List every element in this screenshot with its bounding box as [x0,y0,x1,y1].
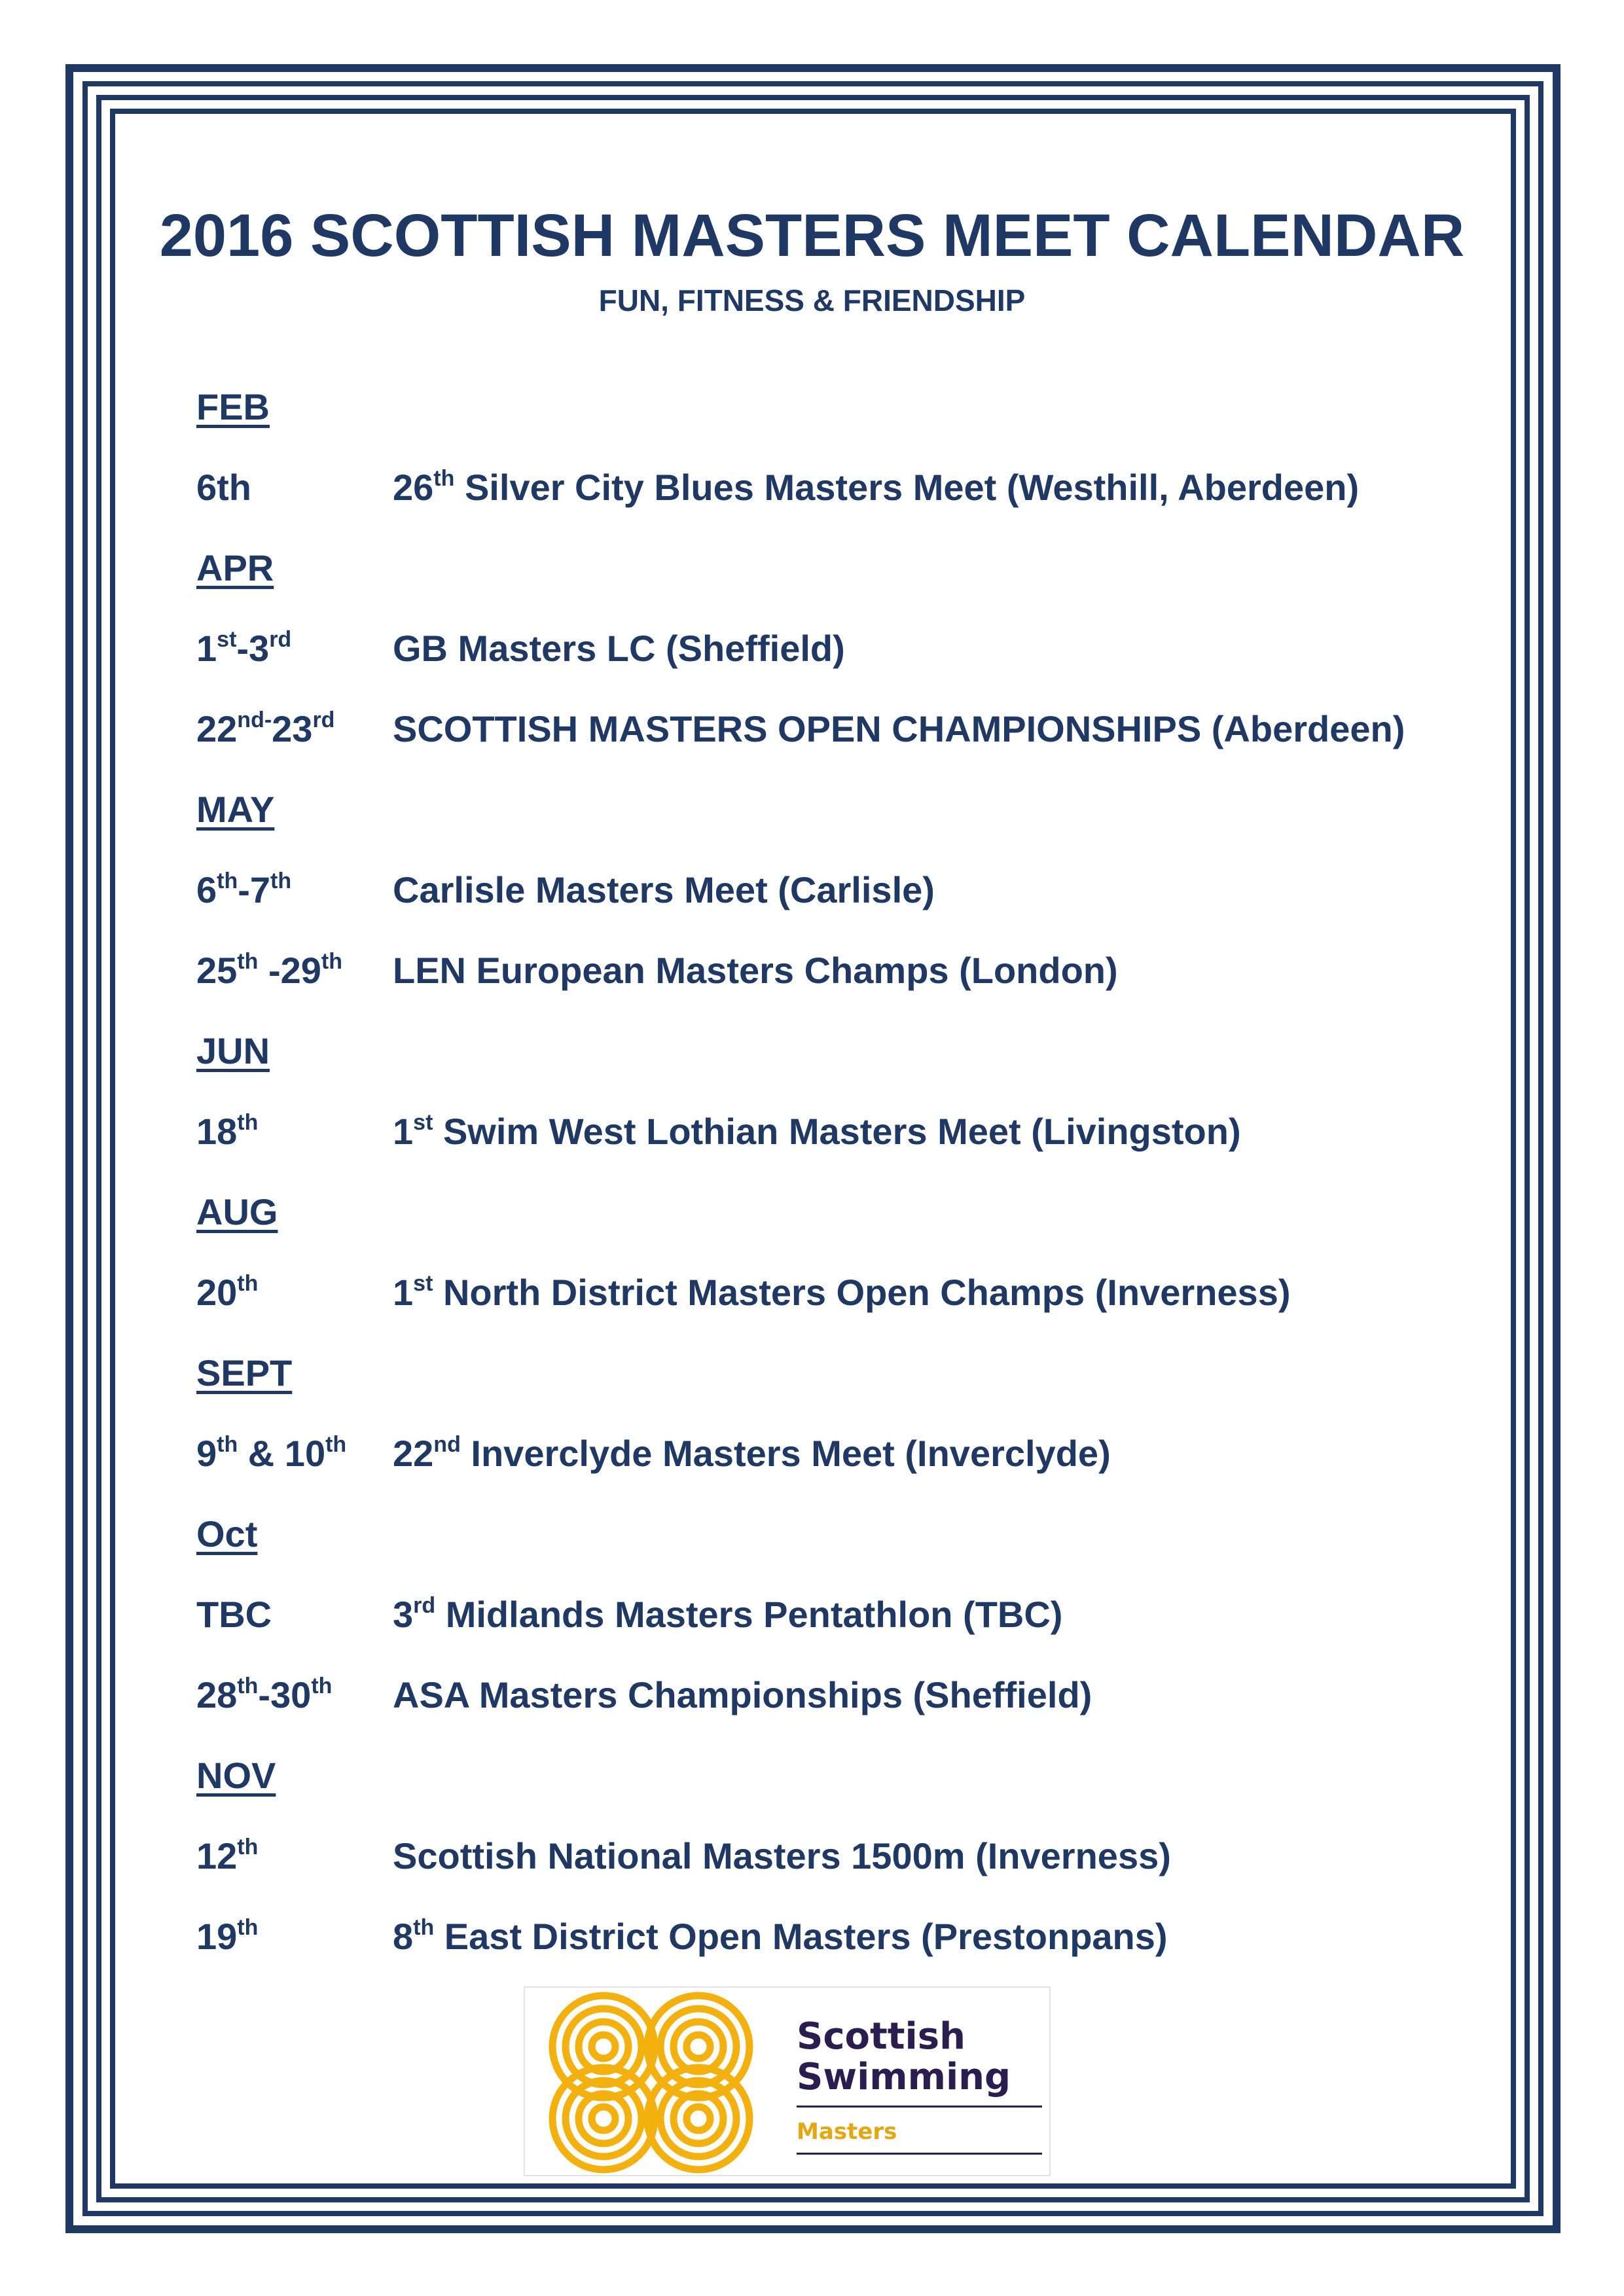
text-part: East District Open Masters (Prestonpans) [434,1916,1168,1957]
month-heading [196,1494,1473,1574]
month-label: AUG [196,1191,278,1232]
event-date [196,1091,258,1172]
logo-divider [797,2106,1042,2108]
ordinal-suffix: th [237,1271,259,1296]
text-part: Scottish National Masters 1500m (Inverness) [393,1835,1171,1876]
text-part: 6th [196,467,251,508]
ordinal-suffix: th [321,949,342,974]
text-part: 12 [196,1835,238,1876]
event-row [196,1574,1473,1655]
text-part: -7 [238,869,271,910]
event-date [196,689,334,769]
ordinal-suffix: rd [312,708,335,732]
event-row [196,1816,1473,1896]
meet-calendar [196,367,1473,1977]
event-row [196,447,1473,528]
text-part: ASA Masters Championships (Sheffield) [393,1674,1092,1715]
month-heading [196,528,1473,608]
text-part: Carlisle Masters Meet (Carlisle) [393,869,935,910]
text-part: -3 [236,628,270,669]
event-name [393,447,1359,528]
event-date [196,850,291,930]
month-label: MAY [196,789,275,830]
event-row [196,930,1473,1011]
text-part: 25 [196,950,238,991]
month-label: SEPT [196,1352,293,1393]
text-part: Midlands Masters Pentathlon (TBC) [435,1594,1063,1635]
text-part: 28 [196,1674,238,1715]
text-part: 19 [196,1916,238,1957]
event-date [196,1574,272,1655]
month-label: NOV [196,1755,276,1796]
ordinal-suffix: rd [269,627,292,652]
ordinal-suffix: st [217,627,237,652]
event-name [393,850,935,930]
ordinal-suffix: th [325,1432,347,1457]
ordinal-suffix: th [237,1915,259,1940]
ordinal-suffix: th [237,949,259,974]
event-name [393,1896,1168,1977]
text-part: -29 [258,950,321,991]
text-part: 6 [196,869,217,910]
event-row [196,850,1473,930]
event-date [196,1252,258,1333]
text-part: -30 [258,1674,312,1715]
text-part: 22 [393,1433,434,1474]
month-label: APR [196,547,274,588]
event-row [196,1091,1473,1172]
month-heading [196,367,1473,447]
ordinal-suffix: th [217,1432,238,1457]
text-part: GB Masters LC (Sheffield) [393,628,845,669]
scottish-swimming-mark-icon [525,1988,787,2175]
event-date [196,1413,346,1494]
month-label: Oct [196,1513,258,1554]
ordinal-suffix: th [237,1674,259,1698]
logo-text-swimming: Swimming [797,2056,1011,2098]
ordinal-suffix: st [413,1271,433,1296]
event-name [393,1574,1062,1655]
ordinal-suffix: th [433,466,455,491]
month-heading [196,1172,1473,1252]
text-part: Inverclyde Masters Meet (Inverclyde) [460,1433,1111,1474]
page-subtitle: FUN, FITNESS & FRIENDSHIP [598,283,1026,317]
text-part: Silver City Blues Masters Meet (Westhill, Aberdeen) [454,467,1360,508]
ordinal-suffix: st [413,1110,433,1135]
event-row [196,689,1473,769]
ordinal-suffix: th [237,1110,259,1135]
logo-text-masters: Masters [797,2119,897,2145]
text-part: 18 [196,1111,238,1152]
text-part: North District Masters Open Champs (Inverness) [433,1272,1291,1313]
ordinal-suffix: th [237,1835,259,1859]
scottish-swimming-logo [524,1986,1051,2176]
event-row [196,1655,1473,1735]
text-part: 1 [393,1272,414,1313]
text-part: 20 [196,1272,238,1313]
event-name [393,1413,1111,1494]
ordinal-suffix: nd [433,1432,461,1457]
text-part: 22 [196,708,238,749]
month-label: FEB [196,386,270,427]
event-name [393,1091,1241,1172]
text-part: LEN European Masters Champs (London) [393,950,1118,991]
text-part: & 10 [238,1433,326,1474]
text-part: 8 [393,1916,414,1957]
text-part: 23 [272,708,313,749]
text-part: Swim West Lothian Masters Meet (Livingston) [433,1111,1241,1152]
text-part: SCOTTISH MASTERS OPEN CHAMPIONSHIPS (Aberdeen) [393,708,1405,749]
ordinal-suffix: th [270,869,292,893]
text-part: TBC [196,1594,272,1635]
text-part: 9 [196,1433,217,1474]
event-row [196,1252,1473,1333]
event-name [393,1816,1171,1896]
event-row [196,608,1473,689]
text-part: 1 [393,1111,414,1152]
ordinal-suffix: nd- [237,708,272,732]
logo-divider [797,2153,1042,2155]
ordinal-suffix: rd [413,1593,436,1618]
ordinal-suffix: th [217,869,238,893]
month-heading [196,1333,1473,1413]
logo-text-scottish: Scottish [797,2015,965,2058]
text-part: 3 [393,1594,414,1635]
page-title: 2016 SCOTTISH MASTERS MEET CALENDAR [159,202,1465,269]
event-date [196,608,291,689]
event-name [393,608,845,689]
ordinal-suffix: th [413,1915,435,1940]
text-part: 1 [196,628,217,669]
month-heading [196,1735,1473,1816]
event-date [196,1655,332,1735]
event-date [196,447,251,528]
event-name [393,930,1118,1011]
event-name [393,1655,1092,1735]
ordinal-suffix: th [311,1674,333,1698]
event-name [393,689,1405,769]
event-row [196,1896,1473,1977]
month-heading [196,769,1473,850]
event-row [196,1413,1473,1494]
month-heading [196,1011,1473,1091]
event-date [196,1896,258,1977]
event-date [196,1816,258,1896]
month-label: JUN [196,1030,270,1071]
event-date [196,930,342,1011]
text-part: 26 [393,467,434,508]
event-name [393,1252,1290,1333]
